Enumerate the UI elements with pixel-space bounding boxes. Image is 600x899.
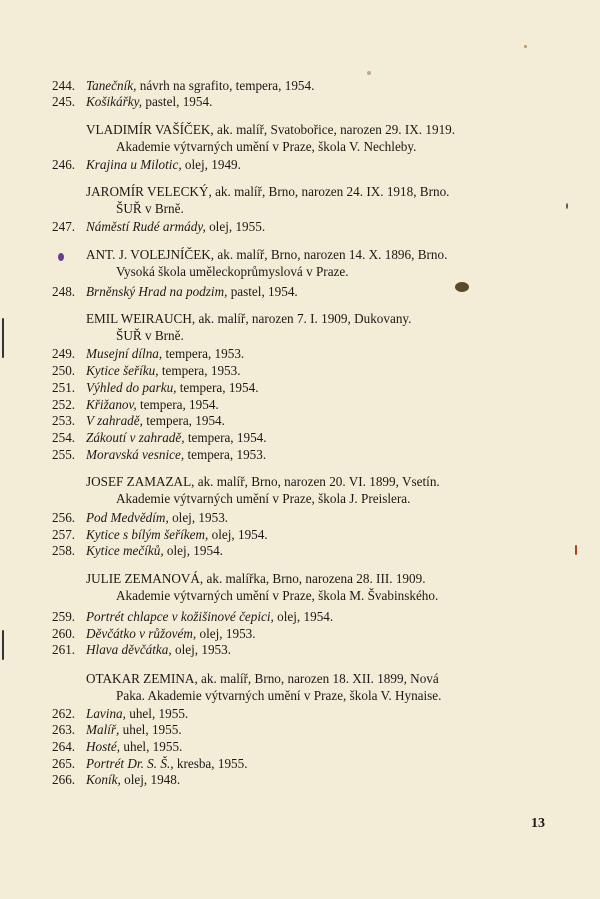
entry-number: 261. xyxy=(52,642,76,657)
entry-number: 246. xyxy=(52,157,76,172)
paper-stain xyxy=(455,282,469,292)
artist-heading xyxy=(86,473,556,507)
entry-details: uhel, 1955. xyxy=(120,739,183,754)
entry-number: 253. xyxy=(52,413,76,428)
catalog-entry xyxy=(52,626,256,642)
catalog-entry xyxy=(52,739,182,755)
entry-number: 245. xyxy=(52,94,76,109)
entry-details: tempera, 1953. xyxy=(158,363,241,378)
entry-details: olej, 1953. xyxy=(168,510,229,525)
artist-heading xyxy=(86,570,556,604)
entry-title: Portrét Dr. S. Š., xyxy=(86,756,174,771)
entry-title: Křižanov, xyxy=(86,397,137,412)
catalog-entry xyxy=(52,380,259,396)
entry-title: Děvčátko v růžovém, xyxy=(86,626,197,641)
entry-title: Musejní dílna, xyxy=(86,346,163,361)
artist-line-1: VLADIMÍR VAŠÍČEK, ak. malíř, Svatobořice, narozen 29. IX. 1919. xyxy=(86,122,456,137)
paper-stain xyxy=(566,203,568,209)
entry-details: tempera, 1954. xyxy=(136,397,219,412)
entry-number: 259. xyxy=(52,609,76,624)
entry-details: olej, 1948. xyxy=(120,772,181,787)
artist-line-2: ŠUŘ v Brně. xyxy=(116,328,184,343)
entry-details: olej, 1954. xyxy=(208,527,268,542)
catalog-entry xyxy=(52,284,298,300)
catalog-entry xyxy=(52,157,241,173)
artist-line-2: ŠUŘ v Brně. xyxy=(116,201,184,216)
entry-details: kresba, 1955. xyxy=(173,756,248,771)
edge-mark xyxy=(2,318,4,358)
entry-number: 257. xyxy=(52,527,76,542)
entry-title: Výhled do parku, xyxy=(86,380,177,395)
entry-title: Kytice mečíků, xyxy=(86,543,164,558)
entry-title: Košikářky, xyxy=(86,94,143,109)
catalog-entry xyxy=(52,219,265,235)
catalog-entry xyxy=(52,756,248,772)
entry-title: Pod Medvědím, xyxy=(86,510,169,525)
artist-line-2: Akademie výtvarných umění v Praze, škola J. Preislera. xyxy=(116,491,411,506)
entry-number: 248. xyxy=(52,284,76,299)
entry-details: olej, 1949. xyxy=(181,157,241,172)
entry-number: 255. xyxy=(52,447,76,462)
entry-title: Náměstí Rudé armády, xyxy=(86,219,206,234)
entry-title: Kytice šeříku, xyxy=(86,363,159,378)
entry-title: Portrét chlapce v kožišinové čepici, xyxy=(86,609,274,624)
entry-title: Brněnský Hrad na podzim, xyxy=(86,284,228,299)
catalog-entry xyxy=(52,722,182,738)
entry-details: olej, 1954. xyxy=(163,543,223,558)
artist-line-1: OTAKAR ZEMINA, ak. malíř, Brno, narozen 18. XII. 1899, Nová xyxy=(86,671,439,686)
catalog-entry xyxy=(52,430,267,446)
artist-heading xyxy=(86,246,556,280)
artist-line-2: Paka. Akademie výtvarných umění v Praze, škola V. Hynaise. xyxy=(116,688,442,703)
entry-number: 263. xyxy=(52,722,76,737)
entry-title: Kytice s bílým šeříkem, xyxy=(86,527,209,542)
entry-number: 244. xyxy=(52,78,76,93)
paper-stain xyxy=(575,545,577,555)
artist-heading xyxy=(86,670,556,704)
entry-title: Zákoutí v zahradě, xyxy=(86,430,185,445)
catalog-entry xyxy=(52,609,333,625)
entry-title: V zahradě, xyxy=(86,413,143,428)
artist-line-1: JAROMÍR VELECKÝ, ak. malíř, Brno, narozen 24. IX. 1918, Brno. xyxy=(86,184,450,199)
entry-details: olej, 1955. xyxy=(205,219,266,234)
entry-details: uhel, 1955. xyxy=(119,722,182,737)
entry-number: 265. xyxy=(52,756,76,771)
entry-details: pastel, 1954. xyxy=(142,94,213,109)
entry-details: olej, 1954. xyxy=(273,609,334,624)
page-number: 13 xyxy=(531,816,545,831)
catalog-entry xyxy=(52,642,231,658)
entry-details: tempera, 1953. xyxy=(184,447,267,462)
paper-stain xyxy=(524,45,527,48)
entry-title: Hlava děvčátka, xyxy=(86,642,172,657)
entry-title: Koník, xyxy=(86,772,121,787)
entry-number: 252. xyxy=(52,397,76,412)
catalog-entry xyxy=(52,527,268,543)
catalog-entry xyxy=(52,78,314,94)
ink-spot xyxy=(58,253,64,261)
artist-line-1: ANT. J. VOLEJNÍČEK, ak. malíř, Brno, narozen 14. X. 1896, Brno. xyxy=(86,247,448,262)
entry-number: 249. xyxy=(52,346,76,361)
catalog-entry xyxy=(52,363,241,379)
catalog-entry xyxy=(52,346,244,362)
catalog-entry xyxy=(52,397,219,413)
artist-line-2: Akademie výtvarných umění v Praze, škola M. Švabinského. xyxy=(116,588,439,603)
catalog-entry xyxy=(52,94,212,110)
entry-number: 266. xyxy=(52,772,76,787)
entry-details: olej, 1953. xyxy=(196,626,256,641)
entry-number: 256. xyxy=(52,510,76,525)
catalog-entry xyxy=(52,510,228,526)
entry-title: Malíř, xyxy=(86,722,120,737)
artist-line-2: Akademie výtvarných umění v Praze, škola V. Nechleby. xyxy=(116,139,417,154)
entry-number: 260. xyxy=(52,626,76,641)
catalog-entry xyxy=(52,447,266,463)
entry-details: tempera, 1954. xyxy=(142,413,225,428)
entry-title: Tanečník, xyxy=(86,78,137,93)
entry-details: návrh na sgrafito, tempera, 1954. xyxy=(136,78,315,93)
entry-title: Moravská vesnice, xyxy=(86,447,185,462)
entry-details: tempera, 1953. xyxy=(162,346,245,361)
catalog-entry xyxy=(52,543,223,559)
artist-line-1: JOSEF ZAMAZAL, ak. malíř, Brno, narozen 20. VI. 1899, Vsetín. xyxy=(86,474,440,489)
catalog-entry xyxy=(52,772,180,788)
entry-number: 262. xyxy=(52,706,76,721)
catalog-entry xyxy=(52,706,188,722)
entry-details: olej, 1953. xyxy=(171,642,232,657)
entry-title: Lavina, xyxy=(86,706,126,721)
entry-number: 264. xyxy=(52,739,76,754)
catalog-entry xyxy=(52,413,225,429)
entry-number: 254. xyxy=(52,430,76,445)
entry-title: Hosté, xyxy=(86,739,121,754)
edge-mark xyxy=(2,630,4,660)
entry-details: pastel, 1954. xyxy=(227,284,298,299)
artist-heading xyxy=(86,310,556,344)
artist-line-1: EMIL WEIRAUCH, ak. malíř, narozen 7. I. 1909, Dukovany. xyxy=(86,311,412,326)
entry-number: 258. xyxy=(52,543,76,558)
entry-details: uhel, 1955. xyxy=(125,706,189,721)
artist-line-1: JULIE ZEMANOVÁ, ak. malířka, Brno, narozena 28. III. 1909. xyxy=(86,571,426,586)
artist-line-2: Vysoká škola uměleckoprůmyslová v Praze. xyxy=(116,264,349,279)
entry-title: Krajina u Milotic, xyxy=(86,157,182,172)
entry-details: tempera, 1954. xyxy=(176,380,259,395)
entry-details: tempera, 1954. xyxy=(184,430,267,445)
entry-number: 251. xyxy=(52,380,76,395)
entry-number: 250. xyxy=(52,363,76,378)
entry-number: 247. xyxy=(52,219,76,234)
paper-stain xyxy=(367,71,371,75)
artist-heading xyxy=(86,183,556,217)
artist-heading xyxy=(86,121,556,155)
